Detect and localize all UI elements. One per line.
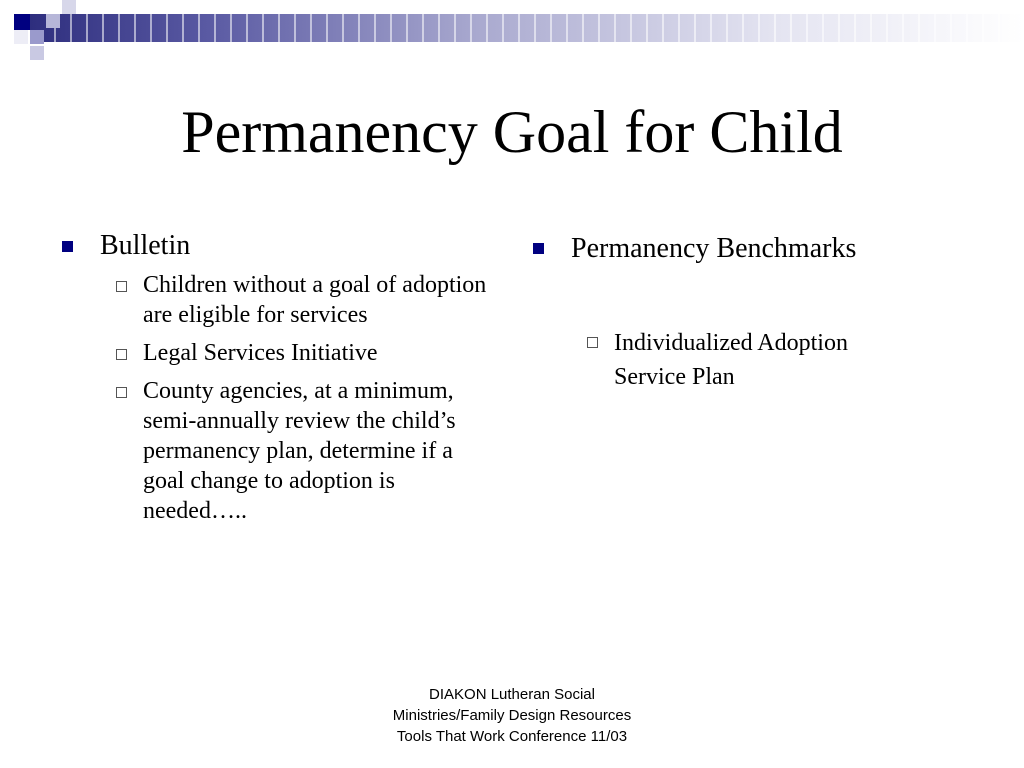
filled-square-icon <box>533 243 544 254</box>
hollow-square-icon <box>116 387 127 398</box>
left-item-text: County agencies, at a minimum, semi-annually review the child’s permanency plan, determine if a goal change to adoption is needed….. <box>143 378 456 524</box>
footer-line: Ministries/Family Design Resources <box>392 707 632 724</box>
filled-square-icon <box>62 241 73 252</box>
footer-line: Tools That Work Conference 11/03 <box>396 728 628 745</box>
hollow-square-icon <box>116 349 127 360</box>
hollow-square-icon <box>116 281 127 292</box>
bullet-item-level2 <box>116 338 496 368</box>
slide-title: Permanency Goal for Child <box>181 99 843 165</box>
decor-square <box>30 46 44 60</box>
bullet-item-level1 <box>533 230 973 268</box>
decor-square <box>46 14 60 28</box>
footer-line: DIAKON Lutheran Social <box>429 686 595 703</box>
decor-square <box>14 14 30 30</box>
slide-footer <box>360 684 664 747</box>
hollow-square-icon <box>587 337 598 348</box>
left-item-text: Children without a goal of adoption are eligible for services <box>143 272 487 328</box>
decor-square <box>14 30 28 44</box>
decor-square <box>62 0 76 14</box>
header-stripes <box>40 14 1024 42</box>
left-item-text: Legal Services Initiative <box>143 340 378 366</box>
right-heading: Permanency Benchmarks <box>571 233 857 264</box>
bullet-item-level1 <box>62 228 502 264</box>
right-column <box>533 230 973 394</box>
bullet-item-level2 <box>116 376 496 526</box>
decor-square <box>30 30 44 44</box>
bullet-item-level2 <box>587 326 907 394</box>
left-heading: Bulletin <box>100 230 191 261</box>
right-item-text: Individualized Adoption Service Plan <box>614 330 848 390</box>
left-column <box>62 228 502 526</box>
bullet-item-level2 <box>116 270 496 330</box>
